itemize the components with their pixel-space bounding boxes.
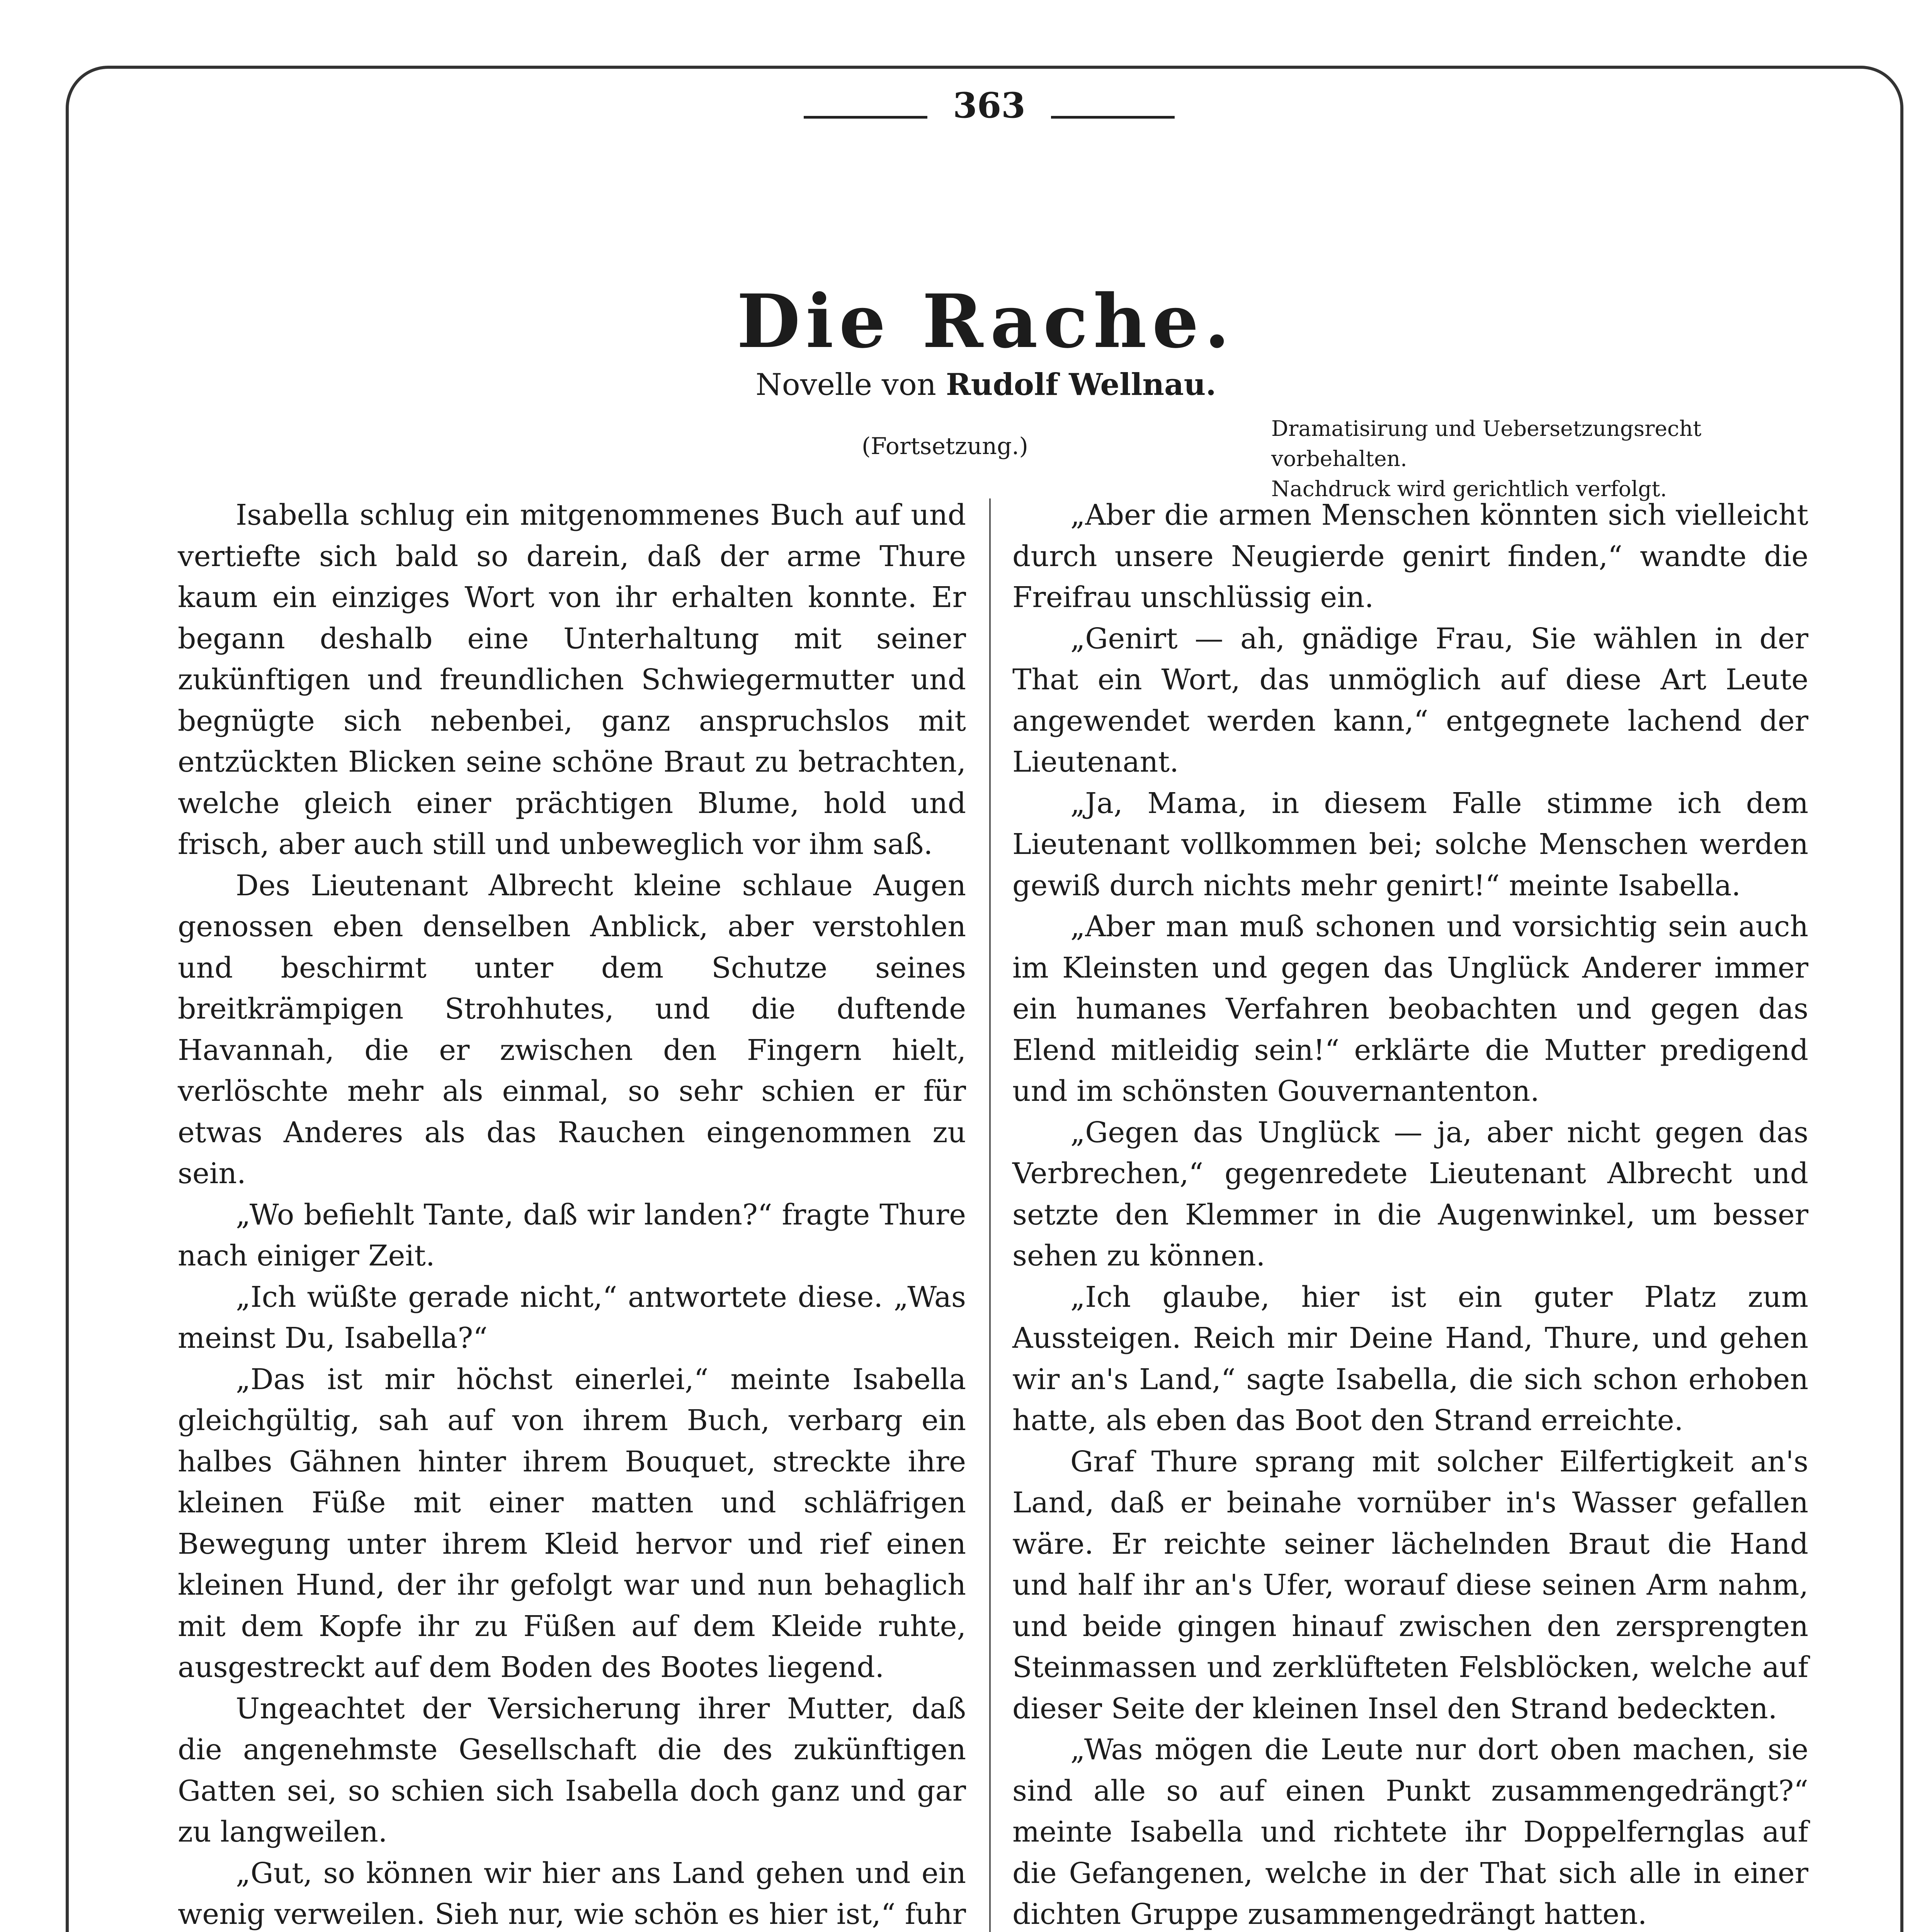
continuation-note: (Fortsetzung.) [862, 433, 1028, 460]
header-rule-left [804, 116, 927, 119]
paragraph: Isabella schlug ein mitgenommenes Buch auf und vertiefte sich bald so darein, daß der arme Thure kaum ein einziges Wort von ihr erhalten konnte. Er begann deshalb eine Unterhaltung mit seiner zukünftigen und freundlichen Schwiegermutter und begnügte sich nebenbei, ganz anspruchslos mit entzückten Blicken seine schöne Braut zu betrachten, welche gleich einer prächtigen Blume, hold und frisch, aber auch still und unbeweglich vor ihm saß. [178, 498, 966, 861]
paragraph: „Was mögen die Leute nur dort oben machen, sie sind alle so auf einen Punkt zusammengedrängt?“ meinte Isabella und richtete ihr Doppelfernglas auf die Gefangenen, welche in der That sich alle in einer dichten Gruppe zusammengedrängt hatten. [1012, 1733, 1808, 1931]
paragraph: Des Lieutenant Albrecht kleine schlaue Augen genossen eben denselben Anblick, aber verstohlen und beschirmt unter dem Schutze seines breitkrämpigen Strohhutes, und die duftende Havannah, die er zwischen den Fingern hielt, verlöschte mehr als einmal, so sehr schien er für etwas Anderes als das Rauchen eingenommen zu sein. [178, 869, 966, 1190]
byline-prefix: Novelle von [755, 367, 937, 402]
column-divider [989, 498, 991, 1932]
rights-line-2: Nachdruck wird gerichtlich verfolgt. [1271, 476, 1667, 501]
paragraph: „Wo befiehlt Tante, daß wir landen?“ fragte Thure nach einiger Zeit. [178, 1198, 966, 1272]
page-number: 363 [953, 85, 1026, 126]
paragraph: „Ich wüßte gerade nicht,“ antwortete diese. „Was meinst Du, Isabella?“ [178, 1280, 966, 1355]
paragraph: „Das ist mir höchst einerlei,“ meinte Isabella gleichgültig, sah auf von ihrem Buch, verbarg ein halbes Gähnen hinter ihrem Bouquet, streckte ihre kleinen Füße mit einer matten und schläfrigen Bewegung unter ihrem Kleid hervor und rief einen kleinen Hund, der ihr gefolgt war und nun behaglich mit dem Kopfe ihr zu Füßen auf dem Kleide ruhte, ausgestreckt auf dem Boden des Bootes liegend. [178, 1362, 966, 1684]
paragraph: „Genirt — ah, gnädige Frau, Sie wählen in der That ein Wort, das unmöglich auf diese Art Leute angewendet werden kann,“ entgegnete lachend der Lieutenant. [1012, 622, 1808, 779]
paragraph: „Aber die armen Menschen könnten sich vielleicht durch unsere Neugierde genirt finden,“ wandte die Freifrau unschlüssig ein. [1012, 498, 1808, 614]
header-rule-right [1051, 116, 1175, 119]
paragraph: „Aber man muß schonen und vorsichtig sein auch im Kleinsten und gegen das Unglück Anderer immer ein humanes Verfahren beobachten und gegen das Elend mitleidig sein!“ erklärte die Mutter predigend und im schönsten Gouvernantenton. [1012, 910, 1808, 1108]
paragraph: Ungeachtet der Versicherung ihrer Mutter, daß die angenehmste Gesellschaft die des zukünftigen Gatten sei, so schien sich Isabella doch ganz und gar zu langweilen. [178, 1692, 966, 1849]
rights-line-1: Dramatisirung und Uebersetzungsrecht vorbehalten. [1271, 416, 1702, 471]
paragraph: Graf Thure sprang mit solcher Eilfertigkeit an's Land, daß er beinahe vornüber in's Wasser gefallen wäre. Er reichte seiner lächelnden Braut die Hand und half ihr an's Ufer, worauf diese seinen Arm nahm, und beide gingen hinauf zwischen den zersprengten Steinmassen und zerklüfteten Felsblöcken, welche auf dieser Seite der kleinen Insel den Strand bedeckten. [1012, 1445, 1808, 1725]
text-column-left [178, 495, 966, 1932]
paragraph: „Gegen das Unglück — ja, aber nicht gegen das Verbrechen,“ gegenredete Lieutenant Albrecht und setzte den Klemmer in die Augenwinkel, um besser sehen zu können. [1012, 1116, 1808, 1272]
paragraph: „Ja, Mama, in diesem Falle stimme ich dem Lieutenant vollkommen bei; solche Menschen werden gewiß durch nichts mehr genirt!“ meinte Isabella. [1012, 786, 1808, 902]
paragraph: „Ich glaube, hier ist ein guter Platz zum Aussteigen. Reich mir Deine Hand, Thure, und gehen wir an's Land,“ sagte Isabella, die sich schon erhoben hatte, als eben das Boot den Strand erreichte. [1012, 1280, 1808, 1437]
text-column-right [1012, 495, 1808, 1932]
rights-notice [1271, 413, 1843, 504]
byline [0, 367, 1932, 402]
byline-author: Rudolf Wellnau. [946, 367, 1216, 402]
story-title: Die Rache. [736, 278, 1235, 364]
paragraph: „Gut, so können wir hier ans Land gehen und ein wenig verweilen. Sieh nur, wie schön es hier ist,“ fuhr [178, 1856, 966, 1931]
